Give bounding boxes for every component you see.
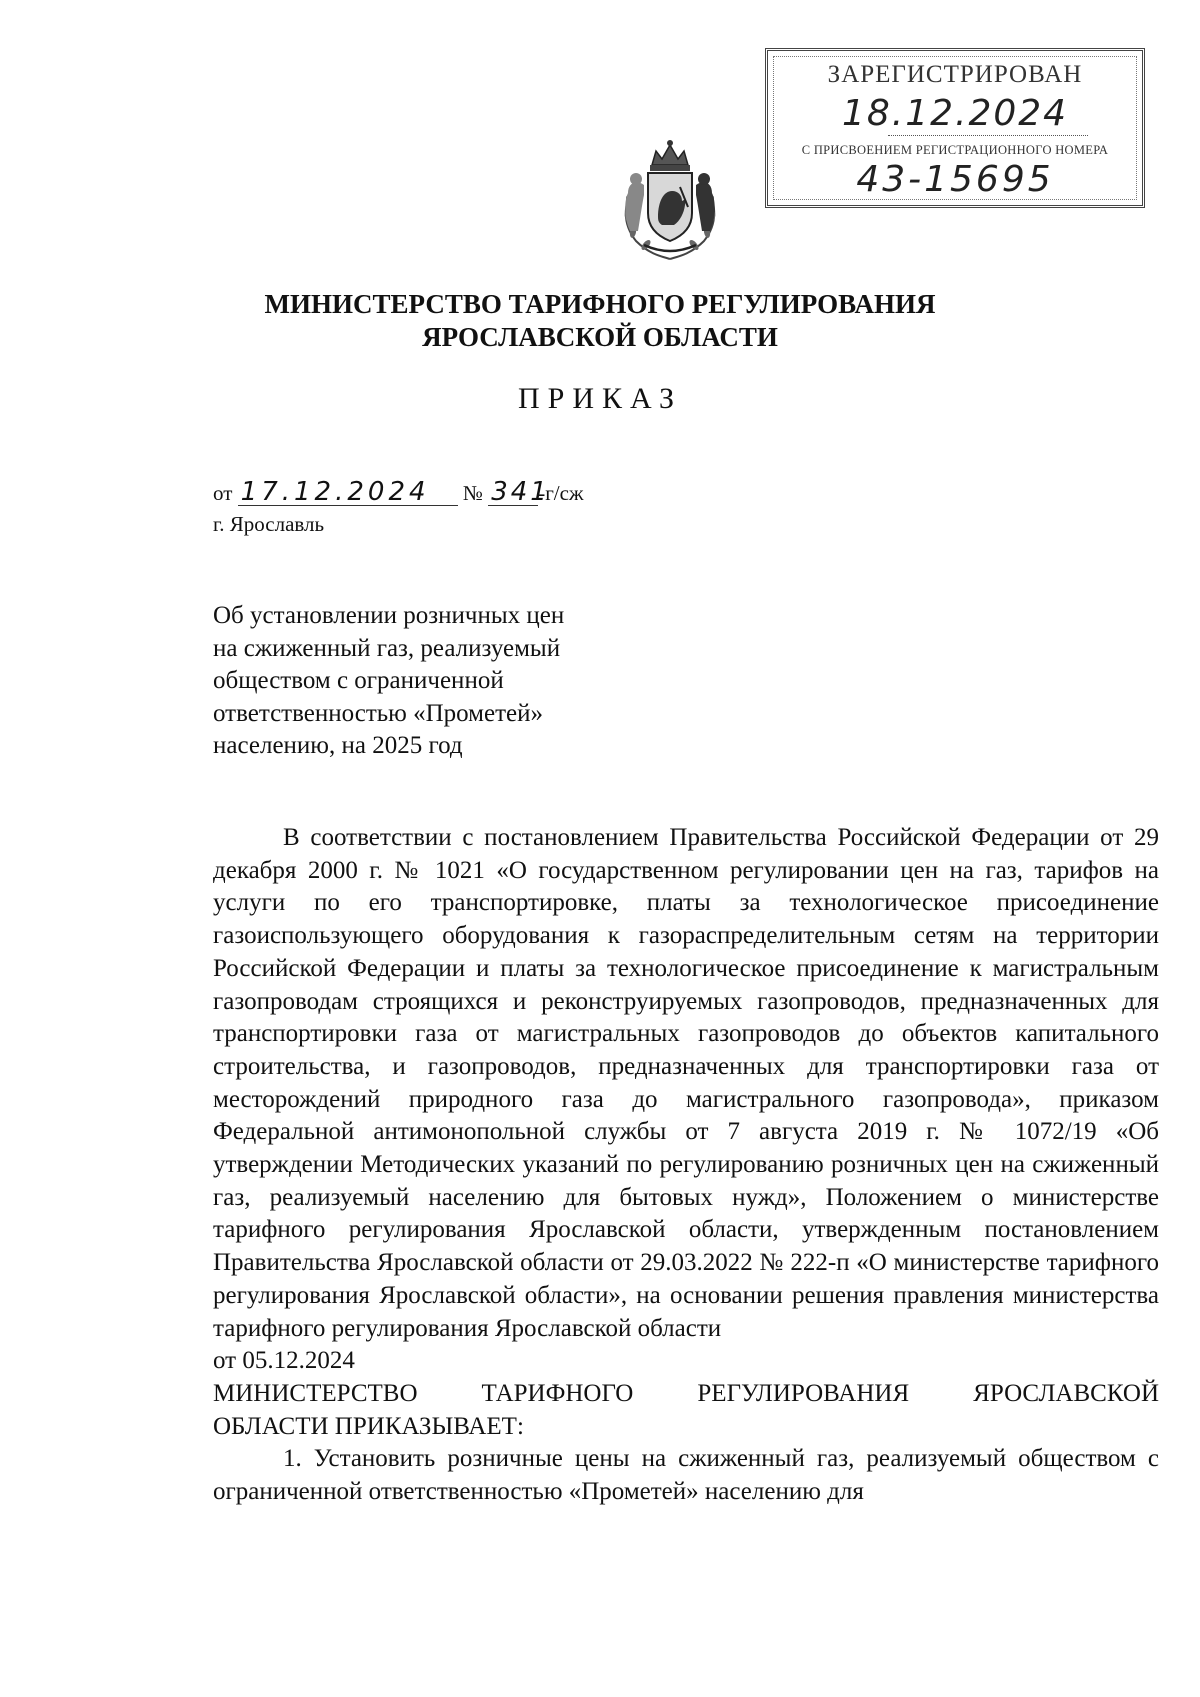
decree-item-1: 1. Установить розничные цены на сжиженный газ, реализуемый обществом с ограниченной ответственностью «Прометей» населению для (213, 1445, 1159, 1506)
stamp-date-handwritten: 18.12.2024 (841, 93, 1069, 134)
order-number-label: № (462, 481, 483, 505)
stamp-date-line (888, 135, 1088, 136)
stamp-title: ЗАРЕГИСТРИРОВАН (827, 61, 1083, 88)
document-body (213, 822, 1159, 1509)
ministry-title-line1: МИНИСТЕРСТВО ТАРИФНОГО РЕГУЛИРОВАНИЯ (264, 289, 936, 319)
subject-line: Об установлении розничных цен (213, 602, 565, 629)
subject-line: на сжиженный газ, реализуемый (213, 634, 561, 662)
stamp-number-handwritten: 43-15695 (856, 159, 1054, 200)
order-city: г. Ярославль (213, 512, 325, 536)
order-date-number-line (213, 478, 583, 509)
order-number-handwritten: 341 (488, 479, 538, 506)
decree-heading-line1: МИНИСТЕРСТВО ТАРИФНОГО РЕГУЛИРОВАНИЯ ЯРОСЛАВСКОЙ (213, 1379, 1159, 1407)
preamble-paragraph-end: от 05.12.2024 (213, 1347, 355, 1375)
subject-line: населению, на 2025 год (213, 732, 463, 759)
subject-line: ответственностью «Прометей» (213, 699, 543, 727)
order-number-suffix: -г/сж (538, 481, 584, 505)
ministry-title (0, 288, 1200, 354)
order-subject (213, 600, 564, 763)
preamble-paragraph: В соответствии с постановлением Правительства Российской Федерации от 29 декабря 2000 г. № 1021 «О государственном регулировании цен на газ, тарифов на услуги по его транспортировке, платы за технологическое присоединение газоиспользующего оборудования к газораспределительным сетям на территории Российской Федерации и платы за технологическое присоединение к магистральным газопроводам строящихся и реконструируемых газопроводов, предназначенных для транспортировки газа от магистральных газопроводов до объектов капитального строительства, и газопроводов, предназначенных для транспортировки газа от месторождений природного газа до магистрального газопровода», приказом Федеральной антимонопольной службы от 7 августа 2019 г. № 1072/19 «Об утверждении Методических указаний по регулированию розничных цен на сжиженный газ, реализуемый населению для бытовых нужд», Положением о министерстве тарифного регулирования Ярославской области, утвержденным постановлением Правительства Ярославской области от 29.03.2022 № 222-п «О министерстве тарифного регулирования Ярославской области», на основании решения правления министерства тарифного регулирования Ярославской области (213, 824, 1159, 1342)
coat-of-arms-icon (600, 135, 740, 263)
order-meta (213, 478, 583, 540)
registration-stamp (765, 48, 1145, 208)
ministry-title-line2: ЯРОСЛАВСКОЙ ОБЛАСТИ (422, 322, 778, 352)
document-type: ПРИКАЗ (518, 382, 682, 415)
order-from-label: от (213, 481, 233, 505)
stamp-caption: С ПРИСВОЕНИЕМ РЕГИСТРАЦИОННОГО НОМЕРА (801, 143, 1109, 157)
order-date-handwritten: 17.12.2024 (238, 479, 458, 506)
subject-line: обществом с ограниченной (213, 667, 504, 694)
decree-heading-line2: ОБЛАСТИ ПРИКАЗЫВАЕТ: (213, 1412, 524, 1440)
